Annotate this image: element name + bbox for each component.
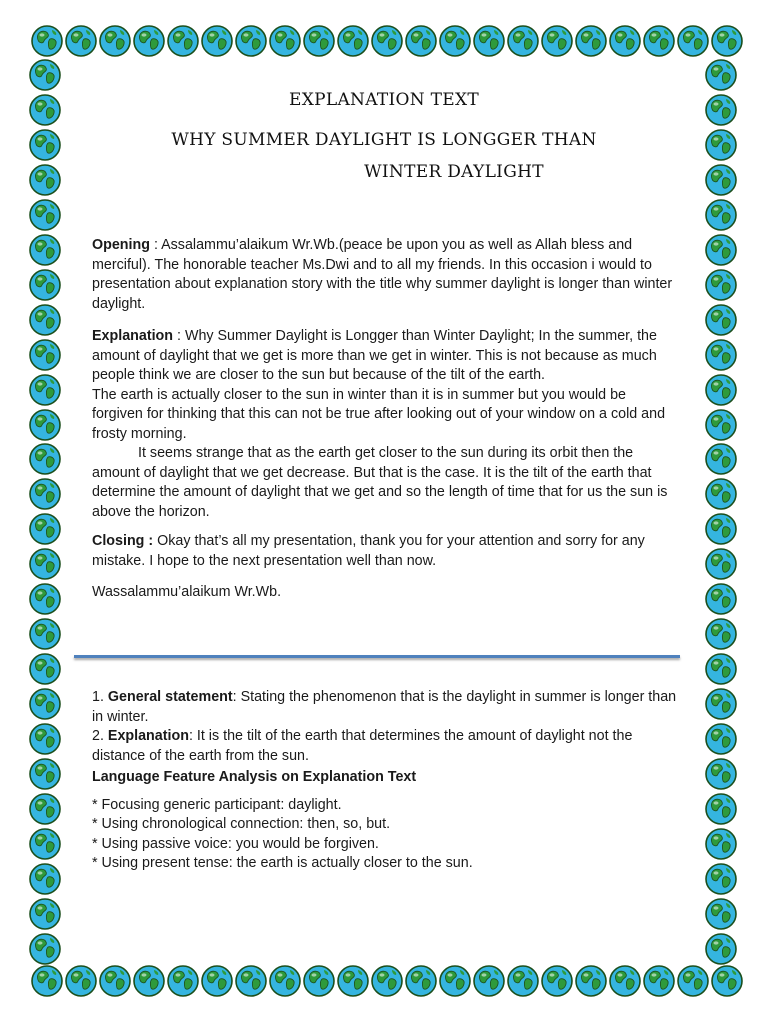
globe-icon	[506, 964, 540, 998]
globe-icon	[64, 24, 98, 58]
globe-icon	[98, 24, 132, 58]
globe-icon	[704, 827, 738, 861]
globe-icon	[28, 547, 62, 581]
globe-icon	[28, 792, 62, 826]
globe-icon	[642, 964, 676, 998]
globe-icon	[302, 24, 336, 58]
globe-icon	[704, 512, 738, 546]
globe-icon	[574, 964, 608, 998]
globe-icon	[28, 897, 62, 931]
globe-border-left	[28, 58, 64, 966]
document-subtitle-line1: WHY SUMMER DAYLIGHT IS LONGGER THAN	[171, 130, 597, 150]
globe-icon	[28, 442, 62, 476]
structure-item-2-text: : It is the tilt of the earth that determines the amount of daylight not the distance of the earth from the sun.	[92, 728, 633, 764]
globe-icon	[28, 198, 62, 232]
globe-icon	[28, 373, 62, 407]
explanation-separator: :	[173, 328, 185, 344]
globe-icon	[28, 617, 62, 651]
globe-icon	[64, 964, 98, 998]
globe-icon	[28, 757, 62, 791]
language-features-list	[92, 796, 682, 874]
closing-text: Okay that’s all my presentation, thank you for your attention and sorry for any mistake. I hope to the next presentation well than now.	[92, 533, 645, 569]
globe-icon	[506, 24, 540, 58]
globe-icon	[28, 233, 62, 267]
globe-icon	[200, 24, 234, 58]
globe-icon	[438, 964, 472, 998]
opening-separator: :	[149, 237, 162, 253]
globe-icon	[704, 652, 738, 686]
language-feature-item: * Using passive voice: you would be forgiven.	[92, 835, 379, 852]
globe-icon	[30, 24, 64, 58]
section-divider	[74, 655, 680, 658]
globe-icon	[28, 862, 62, 896]
globe-icon	[472, 964, 506, 998]
globe-icon	[28, 932, 62, 966]
globe-icon	[28, 722, 62, 756]
globe-icon	[704, 198, 738, 232]
closing-paragraph	[92, 532, 678, 571]
globe-icon	[370, 24, 404, 58]
globe-icon	[704, 932, 738, 966]
globe-icon	[28, 512, 62, 546]
opening-paragraph	[92, 236, 678, 314]
globe-icon	[132, 24, 166, 58]
globe-icon	[704, 687, 738, 721]
globe-icon	[704, 582, 738, 616]
structure-item-1	[92, 688, 682, 727]
globe-icon	[704, 373, 738, 407]
globe-icon	[704, 897, 738, 931]
structure-item-2	[92, 727, 682, 766]
globe-icon	[438, 24, 472, 58]
opening-label: Opening	[92, 237, 150, 253]
globe-icon	[28, 582, 62, 616]
explanation-paragraph-2: The earth is actually closer to the sun in winter than it is in summer but you would be forgiven for thinking that this can not be true after looking out of your window on a cold and frosty morning.	[92, 386, 666, 442]
document-subtitle-line2: WINTER DAYLIGHT	[364, 162, 544, 182]
globe-icon	[704, 268, 738, 302]
globe-icon	[704, 233, 738, 267]
globe-icon	[704, 722, 738, 756]
globe-icon	[704, 477, 738, 511]
language-feature-item: * Using chronological connection: then, so, but.	[92, 816, 391, 832]
globe-icon	[704, 547, 738, 581]
globe-icon	[200, 964, 234, 998]
farewell-text: Wassalammu’alaikum Wr.Wb.	[92, 584, 282, 600]
globe-icon	[98, 964, 132, 998]
globe-icon	[28, 163, 62, 197]
globe-icon	[608, 24, 642, 58]
globe-icon	[166, 964, 200, 998]
globe-icon	[132, 964, 166, 998]
structure-item-2-number: 2.	[92, 728, 108, 744]
globe-icon	[28, 652, 62, 686]
closing-label: Closing :	[92, 533, 154, 549]
globe-icon	[540, 24, 574, 58]
structure-item-1-label: General statement	[107, 689, 233, 705]
globe-icon	[336, 24, 370, 58]
opening-text: Assalammu’alaikum Wr.Wb.(peace be upon you as well as Allah bless and merciful). The honorable teacher Ms.Dwi and to all my friends. In this occasion i would to presentation about explanation story with the title why summer daylight is longer than winter daylight.	[92, 237, 673, 312]
globe-icon	[28, 58, 62, 92]
globe-icon	[642, 24, 676, 58]
globe-icon	[28, 687, 62, 721]
structure-item-1-number: 1.	[92, 689, 108, 705]
globe-icon	[704, 862, 738, 896]
globe-icon	[574, 24, 608, 58]
globe-icon	[704, 442, 738, 476]
globe-icon	[472, 24, 506, 58]
globe-icon	[28, 268, 62, 302]
document-title: EXPLANATION TEXT	[289, 90, 479, 110]
globe-icon	[676, 964, 710, 998]
globe-icon	[608, 964, 642, 998]
globe-icon	[704, 303, 738, 337]
globe-border-right	[704, 58, 740, 966]
language-features-heading: Language Feature Analysis on Explanation Text	[92, 769, 417, 785]
globe-border-bottom	[30, 964, 738, 1000]
globe-icon	[28, 303, 62, 337]
globe-icon	[704, 757, 738, 791]
analysis-section	[92, 688, 682, 874]
globe-border-top	[30, 24, 738, 60]
globe-icon	[404, 964, 438, 998]
globe-icon	[704, 792, 738, 826]
globe-icon	[704, 617, 738, 651]
globe-icon	[28, 408, 62, 442]
globe-icon	[704, 408, 738, 442]
globe-icon	[28, 477, 62, 511]
globe-icon	[166, 24, 200, 58]
globe-icon	[336, 964, 370, 998]
globe-icon	[704, 58, 738, 92]
structure-item-2-label: Explanation	[107, 728, 189, 744]
explanation-label: Explanation	[92, 328, 174, 344]
globe-icon	[28, 338, 62, 372]
globe-icon	[676, 24, 710, 58]
globe-icon	[28, 827, 62, 861]
language-feature-item: * Focusing generic participant: daylight.	[92, 796, 342, 813]
language-feature-item: * Using present tense: the earth is actually closer to the sun.	[92, 855, 473, 871]
globe-icon	[704, 338, 738, 372]
globe-icon	[370, 964, 404, 998]
globe-icon	[268, 24, 302, 58]
globe-icon	[302, 964, 336, 998]
globe-icon	[234, 964, 268, 998]
explanation-paragraph	[92, 327, 678, 386]
globe-icon	[30, 964, 64, 998]
explanation-paragraph-3: It seems strange that as the earth get closer to the sun during its orbit then the amount of daylight that we get decrease. But that is the case. It is the tilt of the earth that determine the amount of daylight that we get and so the length of time that for us the sun is above the horizon.	[92, 445, 668, 520]
globe-icon	[404, 24, 438, 58]
globe-icon	[710, 964, 744, 998]
globe-icon	[540, 964, 574, 998]
globe-icon	[234, 24, 268, 58]
globe-icon	[710, 24, 744, 58]
globe-icon	[268, 964, 302, 998]
body-section	[92, 236, 678, 603]
structure-item-1-text: : Stating the phenomenon that is the daylight in summer is longer than in winter.	[92, 689, 677, 725]
explanation-text: Why Summer Daylight is Longger than Winter Daylight; In the summer, the amount of daylight that we get is more than we get in winter. This is not because as much people think we are closer to the sun but because of the tilt of the earth.	[92, 328, 657, 383]
